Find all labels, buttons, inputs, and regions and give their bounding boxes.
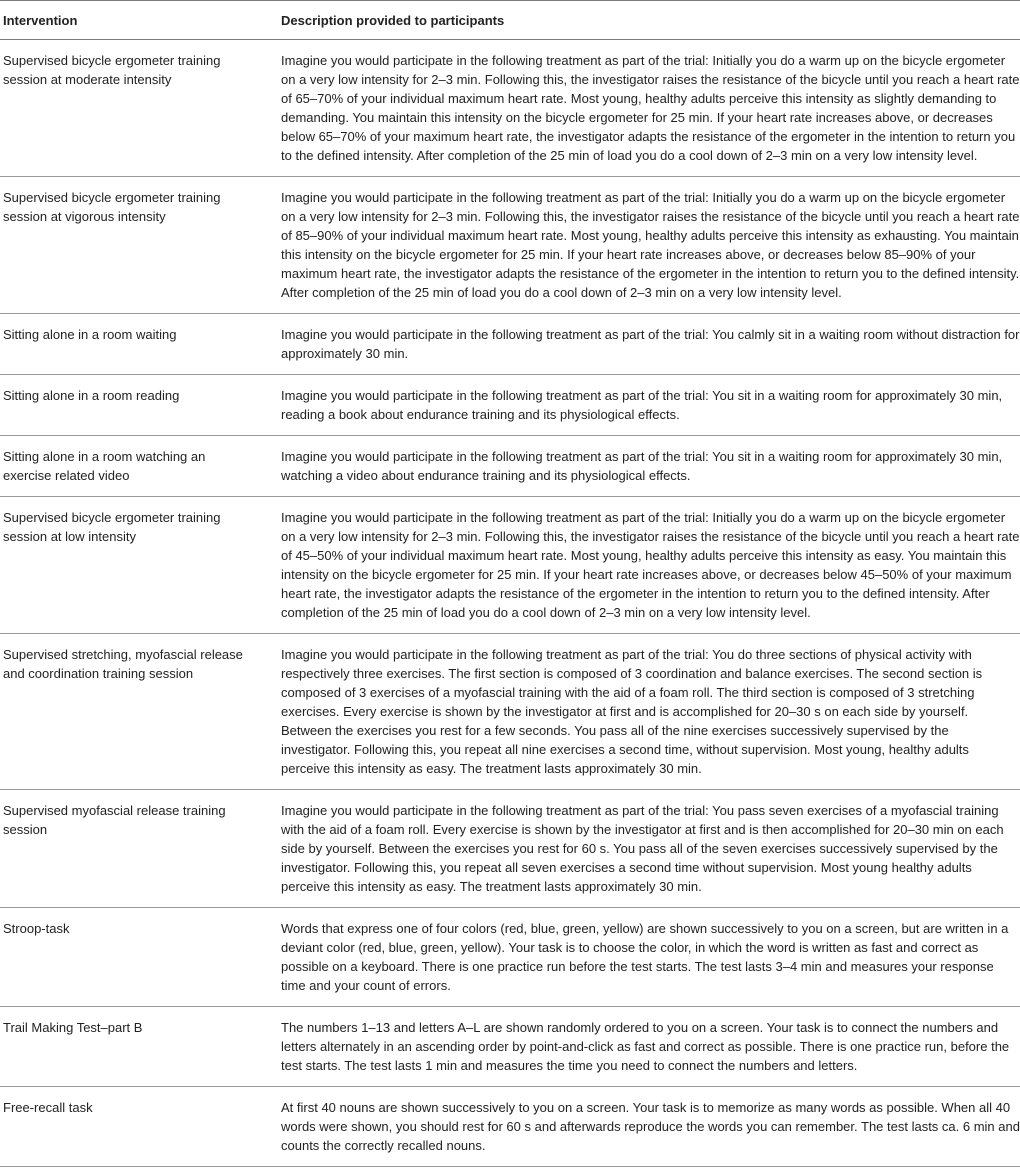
table-row [0, 1007, 1020, 1087]
table-row [0, 40, 1020, 177]
table-row [0, 1087, 1020, 1167]
description-cell: The numbers 1–13 and letters A–L are shown randomly ordered to you on a screen. Your task is to connect the numbers and letters alternately in an ascending order by point-and-click as fast and correct as possible. There is one practice run, before the test starts. The test lasts 1 min and measures the time you need to connect the numbers and letters. [280, 1007, 1020, 1087]
intervention-cell: Sitting alone in a room reading [0, 375, 280, 436]
table-row [0, 497, 1020, 634]
intervention-cell: Stroop-task [0, 908, 280, 1007]
description-cell: Words that express one of four colors (red, blue, green, yellow) are shown successively to you on a screen, but are written in a deviant color (red, blue, green, yellow). Your task is to choose the color, in which the word is written as fast and correct as possible on a keyboard. There is one practice run before the test starts. The test lasts 3–4 min and measures your response time and your count of errors. [280, 908, 1020, 1007]
intervention-cell: Sitting alone in a room watching an exercise related video [0, 436, 280, 497]
table-row [0, 634, 1020, 790]
table-row [0, 314, 1020, 375]
intervention-cell: Trail Making Test–part B [0, 1007, 280, 1087]
intervention-cell: Supervised stretching, myofascial release and coordination training session [0, 634, 280, 790]
intervention-cell: Supervised bicycle ergometer training session at moderate intensity [0, 40, 280, 177]
description-cell: Imagine you would participate in the following treatment as part of the trial: You calmly sit in a waiting room without distraction for approximately 30 min. [280, 314, 1020, 375]
description-cell: Imagine you would participate in the following treatment as part of the trial: You do three sections of physical activity with respectively three exercises. The first section is composed of 3 coordination and balance exercises. The second section is composed of 3 exercises of a myofascial training with the aid of a foam roll. The third section is composed of 3 stretching exercises. Every exercise is shown by the investigator at first and is accomplished for 20–30 s on each side by yourself. Between the exercises you rest for a few seconds. You pass all of the nine exercises successively supervised by the investigator. Following this, you repeat all nine exercises a second time, without supervision. Most young, healthy adults perceive this intensity as easy. The treatment lasts approximately 30 min. [280, 634, 1020, 790]
table-header [0, 1, 1020, 40]
table-row [0, 375, 1020, 436]
table-row [0, 436, 1020, 497]
description-cell: Imagine you would participate in the following treatment as part of the trial: Initially you do a warm up on the bicycle ergometer on a very low intensity for 2–3 min. Following this, the investigator raises the resistance of the bicycle until you reach a heart rate of 65–70% of your individual maximum heart rate. Most young, healthy adults perceive this intensity as slightly demanding to demanding. You maintain this intensity on the bicycle ergometer for 25 min. If your heart rate increases above, or decreases below 65–70% of your maximum heart rate, the investigator adapts the resistance of the ergometer in the intention to return you to the defined intensity. After completion of the 25 min of load you do a cool down of 2–3 min on a very low intensity level. [280, 40, 1020, 177]
table-row [0, 790, 1020, 908]
table-row [0, 177, 1020, 314]
intervention-cell: Free-recall task [0, 1087, 280, 1167]
description-cell: Imagine you would participate in the following treatment as part of the trial: Initially you do a warm up on the bicycle ergometer on a very low intensity for 2–3 min. Following this, the investigator raises the resistance of the bicycle until you reach a heart rate of 85–90% of your individual maximum heart rate. Most young, healthy adults perceive this intensity as exhausting. You maintain this intensity on the bicycle ergometer for 25 min. If your heart rate increases above, or decreases below 85–90% of your maximum heart rate, the investigator adapts the resistance of the ergometer in the intention to return you to the defined intensity. After completion of the 25 min of load you do a cool down of 2–3 min on a very low intensity level. [280, 177, 1020, 314]
table-body [0, 40, 1020, 1167]
intervention-cell: Supervised bicycle ergometer training session at low intensity [0, 497, 280, 634]
description-cell: Imagine you would participate in the following treatment as part of the trial: Initially you do a warm up on the bicycle ergometer on a very low intensity for 2–3 min. Following this, the investigator raises the resistance of the bicycle until you reach a heart rate of 45–50% of your individual maximum heart rate. Most young, healthy adults perceive this intensity as easy. You maintain this intensity on the bicycle ergometer for 25 min. If your heart rate increases above, or decreases below 45–50% of your maximum heart rate, the investigator adapts the resistance of the ergometer in the intention to return you to the defined intensity. After completion of the 25 min of load you do a cool down of 2–3 min on a very low intensity level. [280, 497, 1020, 634]
description-cell: Imagine you would participate in the following treatment as part of the trial: You sit in a waiting room for approximately 30 min, reading a book about endurance training and its physiological effects. [280, 375, 1020, 436]
description-cell: Imagine you would participate in the following treatment as part of the trial: You sit in a waiting room for approximately 30 min, watching a video about endurance training and its physiological effects. [280, 436, 1020, 497]
table-row [0, 908, 1020, 1007]
header-row [0, 1, 1020, 40]
intervention-cell: Supervised bicycle ergometer training session at vigorous intensity [0, 177, 280, 314]
intervention-cell: Sitting alone in a room waiting [0, 314, 280, 375]
description-cell: At first 40 nouns are shown successively to you on a screen. Your task is to memorize as many words as possible. When all 40 words were shown, you should rest for 60 s and afterwards reproduce the words you can remember. The test lasts ca. 6 min and counts the correctly recalled nouns. [280, 1087, 1020, 1167]
description-cell: Imagine you would participate in the following treatment as part of the trial: You pass seven exercises of a myofascial training with the aid of a foam roll. Every exercise is shown by the investigator at first and is then accomplished for 20–30 min on each side by yourself. Between the exercises you rest for 60 s. You pass all of the seven exercises successively supervised by the investigator. Following this, you repeat all seven exercises a second time without supervision. Most young healthy adults perceive this intensity as easy. The treatment lasts approximately 30 min. [280, 790, 1020, 908]
column-header-description: Description provided to participants [280, 1, 1020, 40]
intervention-cell: Supervised myofascial release training session [0, 790, 280, 908]
column-header-intervention: Intervention [0, 1, 280, 40]
